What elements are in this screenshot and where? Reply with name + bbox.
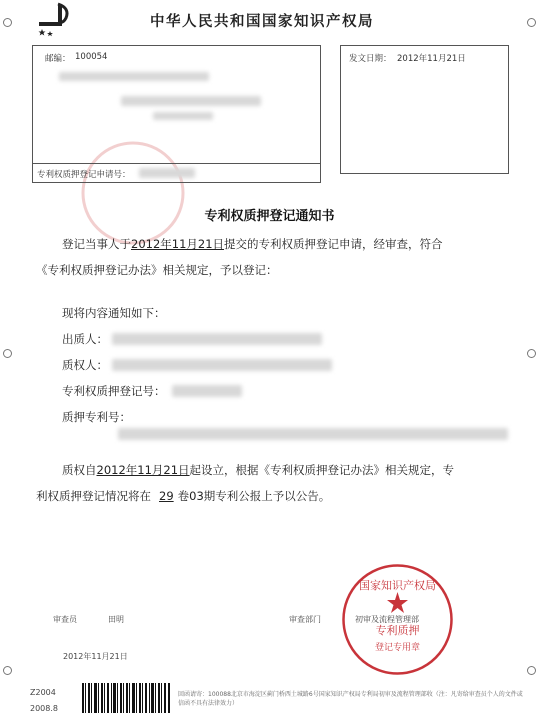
seal-center-text: 专利质押 — [375, 624, 420, 637]
redacted-patent-numbers — [118, 428, 508, 440]
text-segment: 质权自 — [62, 463, 97, 477]
divider — [33, 163, 320, 164]
issue-date-value: 2012年11月21日 — [397, 54, 466, 64]
volume-number: 29 — [159, 489, 174, 503]
content-intro: 现将内容通知如下： — [62, 306, 166, 320]
redacted-pledgee — [112, 359, 332, 371]
registration-number-label: 专利权质押登记号： — [62, 384, 166, 398]
punch-hole — [527, 349, 536, 358]
punch-hole — [527, 666, 536, 675]
paragraph-line-4 — [36, 488, 330, 504]
paragraph-line-1 — [62, 236, 443, 252]
text-segment: 卷03期专利公报上予以公告。 — [177, 489, 331, 503]
redacted-address — [121, 96, 261, 106]
examiner-label: 审查员 — [53, 615, 77, 624]
cnipa-logo-icon — [36, 2, 72, 38]
form-date: 2008.8 — [30, 704, 58, 713]
official-seal-icon — [340, 562, 455, 677]
punch-hole — [3, 18, 12, 27]
barcode-icon — [82, 683, 172, 713]
seal-bottom-text: 登记专用章 — [374, 643, 421, 653]
effective-date: 2012年11月21日 — [96, 463, 190, 477]
redacted-address — [153, 112, 213, 120]
seal-arc-text: 国家知识产权局 — [359, 579, 436, 592]
date-box — [340, 45, 509, 174]
punch-hole — [3, 666, 12, 675]
pledgee-label: 质权人： — [62, 358, 108, 372]
form-code: Z2004 — [30, 688, 56, 697]
postcode-value: 100054 — [75, 52, 108, 62]
punch-hole — [3, 349, 12, 358]
punch-hole — [527, 18, 536, 27]
postcode-label: 邮编： — [45, 54, 71, 64]
text-segment: 利权质押登记情况将在 — [36, 489, 151, 503]
document-title: 专利权质押登记通知书 — [204, 209, 335, 224]
redacted-registration-number — [172, 385, 242, 397]
address-box — [32, 45, 321, 183]
paragraph-line-3 — [62, 462, 454, 478]
sign-date: 2012年11月21日 — [63, 652, 128, 661]
department-label: 审查部门 — [289, 615, 321, 624]
text-segment: 提交的专利权质押登记申请，经审查，符合 — [224, 237, 443, 251]
application-number-label: 专利权质押登记申请号： — [37, 170, 131, 180]
department-name: 初审及流程管理部 — [355, 615, 419, 624]
redacted-application-number — [139, 168, 195, 178]
issue-date-label: 发文日期： — [349, 54, 392, 64]
patent-number-label: 质押专利号： — [62, 410, 131, 424]
return-address-notice: 回函请寄：100088北京市海淀区蓟门桥西土城路6号国家知识产权局专利局初审及流程管理部收（注：凡寄给审查员个人的文件或信函不具有法律效力） — [178, 691, 523, 707]
submit-date: 2012年11月21日 — [131, 237, 225, 251]
examiner-name: 田明 — [108, 615, 124, 624]
paragraph-line-2: 《专利权质押登记办法》相关规定，予以登记： — [36, 263, 278, 277]
text-segment: 登记当事人于 — [62, 237, 131, 251]
pledgor-label: 出质人： — [62, 332, 108, 346]
office-title: 中华人民共和国国家知识产权局 — [150, 14, 374, 30]
text-segment: 起设立，根据《专利权质押登记办法》相关规定，专 — [189, 463, 455, 477]
redacted-address — [59, 72, 209, 81]
redacted-pledgor — [112, 333, 322, 345]
